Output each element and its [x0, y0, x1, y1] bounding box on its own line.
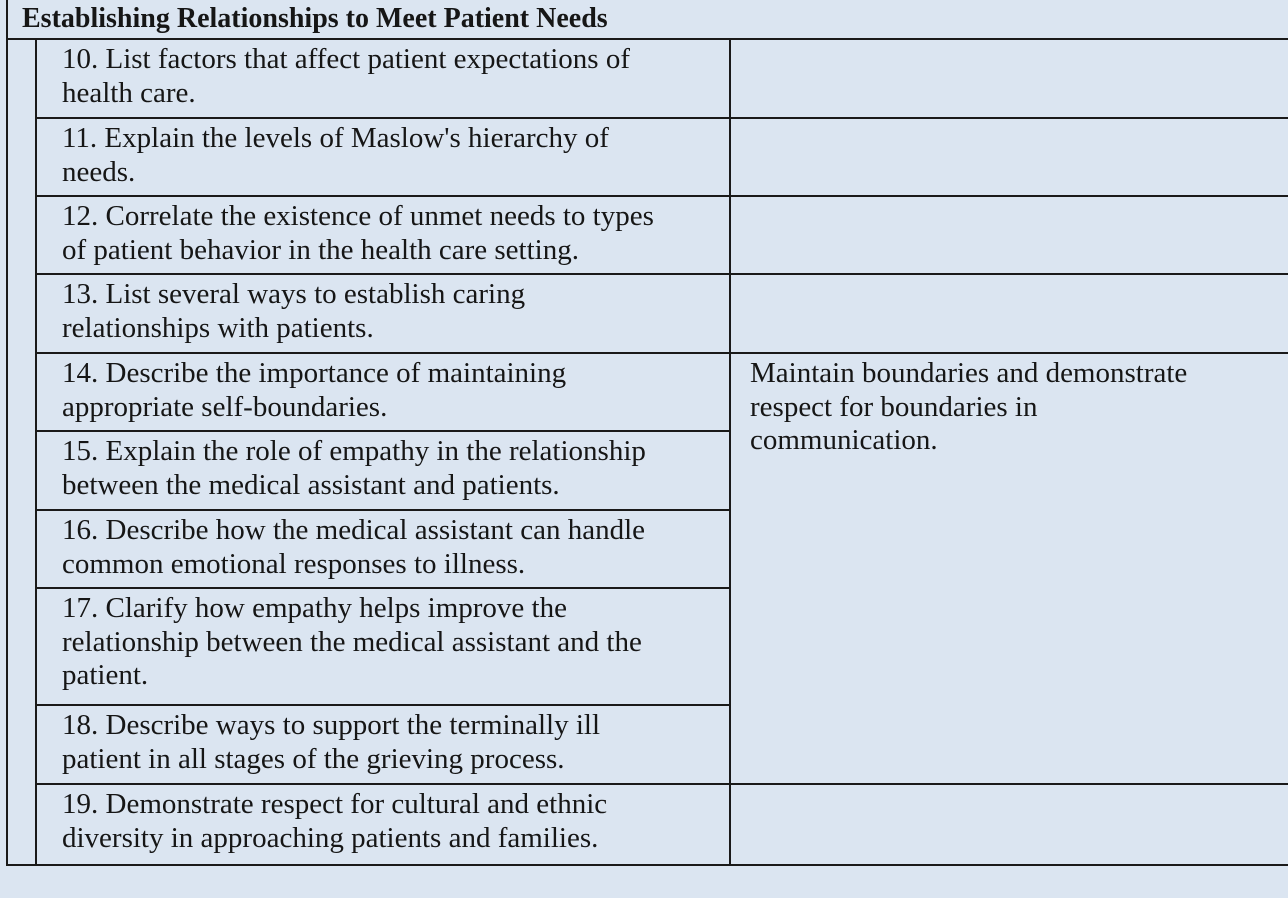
objective-15-line-1: 15. Explain the role of empathy in the relationship — [62, 435, 646, 467]
table-title: Establishing Relationships to Meet Patient Needs — [22, 3, 608, 34]
objective-indent-border — [35, 38, 37, 866]
objective-16-line-1: 16. Describe how the medical assistant can handle — [62, 514, 646, 546]
objective-11-line-2: needs. — [62, 155, 136, 188]
objective-17-line-2: relationship between the medical assistant and the — [62, 625, 642, 658]
row-divider-11 — [35, 195, 1288, 197]
objective-13-line-1: 13. List several ways to establish caring — [62, 278, 526, 310]
row-divider-14 — [35, 430, 730, 432]
objective-15-line-2: between the medical assistant and patients. — [62, 468, 560, 501]
objective-16-line-2: common emotional responses to illness. — [62, 547, 526, 580]
objective-17 — [62, 592, 642, 693]
objective-18 — [62, 709, 600, 776]
row-divider-12 — [35, 273, 1288, 275]
objective-15 — [62, 435, 646, 502]
row-divider-10 — [35, 117, 1288, 119]
competency-line-3: communication. — [750, 424, 938, 456]
objective-17-line-3: patient. — [62, 659, 149, 691]
objective-14 — [62, 357, 566, 424]
objective-19 — [62, 788, 607, 855]
objective-13-line-2: relationships with patients. — [62, 311, 374, 344]
objective-14-line-2: appropriate self-boundaries. — [62, 390, 388, 423]
objective-11 — [62, 122, 609, 189]
competency-line-2: respect for boundaries in — [750, 390, 1038, 423]
objective-17-line-1: 17. Clarify how empathy helps improve the — [62, 592, 567, 624]
left-border — [6, 0, 8, 866]
table-bottom-border — [6, 864, 1288, 866]
objective-18-line-2: patient in all stages of the grieving process. — [62, 742, 565, 775]
objective-19-line-2: diversity in approaching patients and families. — [62, 821, 599, 854]
objective-16 — [62, 514, 645, 581]
header-bottom-border — [6, 38, 1288, 40]
objective-10-line-2: health care. — [62, 76, 196, 109]
row-divider-13 — [35, 352, 1288, 354]
row-divider-17 — [35, 704, 730, 706]
competency-boundaries — [750, 357, 1187, 458]
objective-12-line-2: of patient behavior in the health care setting. — [62, 233, 579, 266]
objective-11-line-1: 11. Explain the levels of Maslow's hierarchy of — [62, 122, 609, 154]
objective-19-line-1: 19. Demonstrate respect for cultural and ethnic — [62, 788, 608, 820]
competency-line-1: Maintain boundaries and demonstrate — [750, 357, 1188, 389]
objective-10 — [62, 43, 630, 110]
objective-14-line-1: 14. Describe the importance of maintaining — [62, 357, 567, 389]
objective-10-line-1: 10. List factors that affect patient expectations of — [62, 43, 630, 75]
column-divider — [729, 38, 731, 866]
row-divider-15 — [35, 509, 730, 511]
objective-18-line-1: 18. Describe ways to support the terminally ill — [62, 709, 601, 741]
row-divider-16 — [35, 587, 730, 589]
row-divider-18 — [35, 783, 1288, 785]
objective-12 — [62, 200, 654, 267]
objective-13 — [62, 278, 525, 345]
objective-12-line-1: 12. Correlate the existence of unmet needs to types — [62, 200, 654, 232]
